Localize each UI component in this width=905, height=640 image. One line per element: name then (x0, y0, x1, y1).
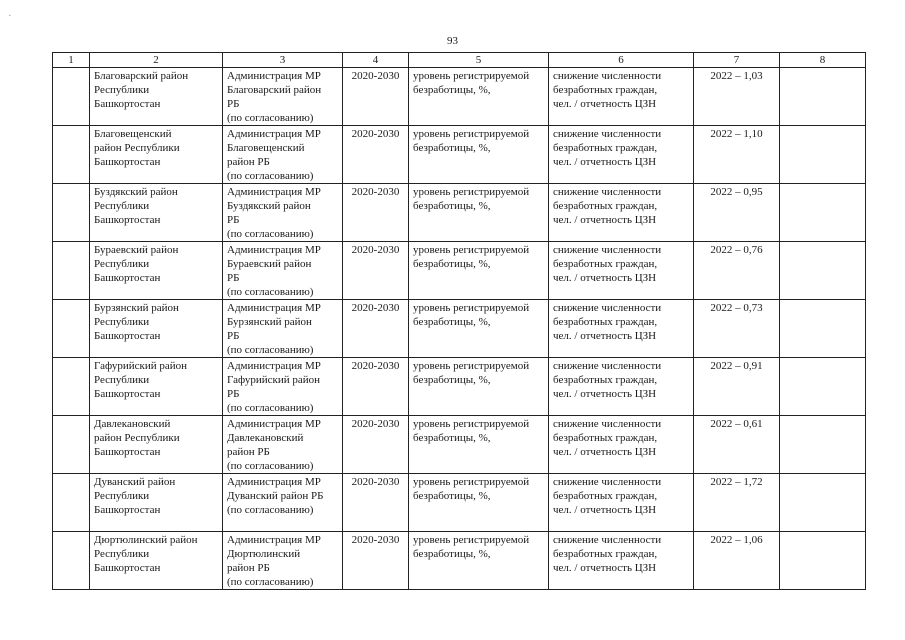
cell-text-line: уровень регистрируемой (413, 186, 530, 198)
district-cell (90, 300, 223, 358)
cell-text-line: Администрация МР (227, 128, 321, 140)
target-cell (549, 416, 694, 474)
target-cell (549, 126, 694, 184)
cell-text-line: Республики (94, 374, 150, 386)
period-cell: 2020-2030 (343, 184, 409, 242)
column-header: 4 (343, 53, 409, 68)
cell-text-line: уровень регистрируемой (413, 244, 530, 256)
cell-text-line: Гафурийский район (227, 374, 321, 386)
table-row (53, 300, 866, 358)
row-index-cell (53, 358, 90, 416)
district-cell (90, 126, 223, 184)
target-cell (549, 184, 694, 242)
cell-text-line: Дюртюлинский (227, 548, 301, 560)
cell-text-line: безработных граждан, (553, 142, 658, 154)
cell-text-line: Дуванский район РБ (227, 490, 324, 502)
administration-cell (223, 184, 343, 242)
cell-text-line: Башкортостан (94, 272, 161, 284)
target-cell (549, 358, 694, 416)
cell-text-line: безработных граждан, (553, 548, 658, 560)
cell-text-line: Администрация МР (227, 186, 321, 198)
cell-text-line: уровень регистрируемой (413, 476, 530, 488)
table-row (53, 184, 866, 242)
value-cell: 2022 – 1,03 (694, 68, 780, 126)
notes-cell (780, 416, 866, 474)
cell-text-line: (по согласованию) (227, 112, 314, 124)
cell-text-line: Администрация МР (227, 70, 321, 82)
cell-text-line: Давлекановский (227, 432, 304, 444)
cell-text-line: Башкортостан (94, 156, 161, 168)
cell-text-line: чел. / отчетность ЦЗН (553, 388, 657, 400)
value-cell: 2022 – 0,76 (694, 242, 780, 300)
value-cell: 2022 – 1,10 (694, 126, 780, 184)
cell-text-line: (по согласованию) (227, 286, 314, 298)
row-index-cell (53, 68, 90, 126)
cell-text-line: Давлекановский (94, 418, 171, 430)
target-cell (549, 300, 694, 358)
cell-text-line: Гафурийский район (94, 360, 188, 372)
table-row (53, 532, 866, 590)
target-cell (549, 474, 694, 532)
cell-text-line: снижение численности (553, 360, 662, 372)
table-row (53, 68, 866, 126)
page-number: 93 (447, 35, 458, 47)
column-header: 8 (780, 53, 866, 68)
cell-text-line: район Республики (94, 142, 180, 154)
cell-text-line: Республики (94, 316, 150, 328)
target-cell (549, 242, 694, 300)
period-cell: 2020-2030 (343, 532, 409, 590)
table-row (53, 242, 866, 300)
cell-text-line: безработных граждан, (553, 432, 658, 444)
cell-text-line: Администрация МР (227, 476, 321, 488)
cell-text-line: безработицы, %, (413, 142, 491, 154)
notes-cell (780, 474, 866, 532)
cell-text-line: Дюртюлинский район (94, 534, 198, 546)
cell-text-line: Башкортостан (94, 562, 161, 574)
value-cell: 2022 – 1,06 (694, 532, 780, 590)
cell-text-line: чел. / отчетность ЦЗН (553, 214, 657, 226)
cell-text-line: Администрация МР (227, 534, 321, 546)
column-header: 2 (90, 53, 223, 68)
cell-text-line: снижение численности (553, 476, 662, 488)
period-cell: 2020-2030 (343, 300, 409, 358)
cell-text-line: снижение численности (553, 534, 662, 546)
cell-text-line: снижение численности (553, 302, 662, 314)
cell-text-line: (по согласованию) (227, 344, 314, 356)
cell-text-line: Республики (94, 490, 150, 502)
cell-text-line: безработицы, %, (413, 374, 491, 386)
cell-text-line: чел. / отчетность ЦЗН (553, 330, 657, 342)
cell-text-line: чел. / отчетность ЦЗН (553, 562, 657, 574)
cell-text-line: чел. / отчетность ЦЗН (553, 98, 657, 110)
cell-text-line: снижение численности (553, 128, 662, 140)
cell-text-line: безработных граждан, (553, 84, 658, 96)
district-cell (90, 532, 223, 590)
cell-text-line: РБ (227, 388, 240, 400)
column-header: 3 (223, 53, 343, 68)
notes-cell (780, 68, 866, 126)
column-header: 6 (549, 53, 694, 68)
administration-cell (223, 242, 343, 300)
value-cell: 2022 – 1,72 (694, 474, 780, 532)
cell-text-line: безработицы, %, (413, 84, 491, 96)
row-index-cell (53, 242, 90, 300)
cell-text-line: уровень регистрируемой (413, 360, 530, 372)
notes-cell (780, 532, 866, 590)
cell-text-line: снижение численности (553, 418, 662, 430)
cell-text-line: безработицы, %, (413, 200, 491, 212)
cell-text-line: Благовещенский (227, 142, 305, 154)
cell-text-line: район РБ (227, 156, 270, 168)
notes-cell (780, 242, 866, 300)
notes-cell (780, 184, 866, 242)
table-row (53, 416, 866, 474)
cell-text-line: снижение численности (553, 70, 662, 82)
indicator-cell (409, 242, 549, 300)
cell-text-line: чел. / отчетность ЦЗН (553, 446, 657, 458)
cell-text-line: Бурзянский район (227, 316, 312, 328)
cell-text-line: (по согласованию) (227, 460, 314, 472)
administration-cell (223, 300, 343, 358)
cell-text-line: (по согласованию) (227, 170, 314, 182)
cell-text-line: Республики (94, 84, 150, 96)
table-row (53, 474, 866, 532)
administration-cell (223, 474, 343, 532)
value-cell: 2022 – 0,91 (694, 358, 780, 416)
cell-text-line: уровень регистрируемой (413, 302, 530, 314)
period-cell: 2020-2030 (343, 358, 409, 416)
table-row (53, 126, 866, 184)
district-cell (90, 68, 223, 126)
cell-text-line: Республики (94, 548, 150, 560)
period-cell: 2020-2030 (343, 474, 409, 532)
cell-text-line: Бурзянский район (94, 302, 179, 314)
cell-text-line: безработицы, %, (413, 490, 491, 502)
cell-text-line: безработных граждан, (553, 200, 658, 212)
cell-text-line: чел. / отчетность ЦЗН (553, 156, 657, 168)
notes-cell (780, 300, 866, 358)
district-cell (90, 474, 223, 532)
cell-text-line: Администрация МР (227, 244, 321, 256)
header-row (53, 53, 866, 68)
indicator-cell (409, 532, 549, 590)
cell-text-line: чел. / отчетность ЦЗН (553, 504, 657, 516)
target-cell (549, 532, 694, 590)
cell-text-line: Башкортостан (94, 330, 161, 342)
administration-cell (223, 68, 343, 126)
notes-cell (780, 126, 866, 184)
administration-cell (223, 126, 343, 184)
cell-text-line: Башкортостан (94, 214, 161, 226)
cell-text-line: Республики (94, 258, 150, 270)
cell-text-line: Башкортостан (94, 504, 161, 516)
document-table (52, 52, 866, 590)
cell-text-line: безработицы, %, (413, 548, 491, 560)
column-header: 7 (694, 53, 780, 68)
cell-text-line: район РБ (227, 446, 270, 458)
administration-cell (223, 416, 343, 474)
indicator-cell (409, 358, 549, 416)
cell-text-line: Бураевский район (94, 244, 179, 256)
cell-text-line: район РБ (227, 562, 270, 574)
district-cell (90, 184, 223, 242)
cell-text-line: Благоварский район (227, 84, 322, 96)
indicator-cell (409, 184, 549, 242)
table-body (53, 68, 866, 590)
cell-text-line: (по согласованию) (227, 402, 314, 414)
indicator-cell (409, 68, 549, 126)
cell-text-line: безработных граждан, (553, 316, 658, 328)
cell-text-line: (по согласованию) (227, 228, 314, 240)
row-index-cell (53, 416, 90, 474)
cell-text-line: Дуванский район (94, 476, 176, 488)
cell-text-line: Благовещенский (94, 128, 172, 140)
cell-text-line: Башкортостан (94, 446, 161, 458)
cell-text-line: Благоварский район (94, 70, 189, 82)
row-index-cell (53, 126, 90, 184)
indicator-cell (409, 126, 549, 184)
cell-text-line: (по согласованию) (227, 504, 314, 516)
cell-text-line: район Республики (94, 432, 180, 444)
cell-text-line: уровень регистрируемой (413, 128, 530, 140)
value-cell: 2022 – 0,73 (694, 300, 780, 358)
value-cell: 2022 – 0,95 (694, 184, 780, 242)
row-index-cell (53, 184, 90, 242)
cell-text-line: безработных граждан, (553, 490, 658, 502)
cell-text-line: уровень регистрируемой (413, 534, 530, 546)
cell-text-line: Башкортостан (94, 98, 161, 110)
table-row (53, 358, 866, 416)
cell-text-line: (по согласованию) (227, 576, 314, 588)
row-index-cell (53, 474, 90, 532)
cell-text-line: Буздякский район (94, 186, 178, 198)
district-cell (90, 242, 223, 300)
cell-text-line: безработицы, %, (413, 258, 491, 270)
cell-text-line: снижение численности (553, 244, 662, 256)
corner-mark: · (8, 10, 12, 22)
cell-text-line: уровень регистрируемой (413, 70, 530, 82)
column-header: 5 (409, 53, 549, 68)
indicator-cell (409, 416, 549, 474)
notes-cell (780, 358, 866, 416)
cell-text-line: снижение численности (553, 186, 662, 198)
cell-text-line: безработных граждан, (553, 258, 658, 270)
cell-text-line: безработных граждан, (553, 374, 658, 386)
value-cell: 2022 – 0,61 (694, 416, 780, 474)
period-cell: 2020-2030 (343, 126, 409, 184)
cell-text-line: Буздякский район (227, 200, 311, 212)
cell-text-line: безработицы, %, (413, 432, 491, 444)
cell-text-line: Республики (94, 200, 150, 212)
administration-cell (223, 358, 343, 416)
cell-text-line: Башкортостан (94, 388, 161, 400)
row-index-cell (53, 300, 90, 358)
district-cell (90, 358, 223, 416)
cell-text-line: РБ (227, 214, 240, 226)
period-cell: 2020-2030 (343, 242, 409, 300)
cell-text-line: РБ (227, 330, 240, 342)
period-cell: 2020-2030 (343, 68, 409, 126)
cell-text-line: РБ (227, 272, 240, 284)
cell-text-line: Администрация МР (227, 360, 321, 372)
indicator-cell (409, 300, 549, 358)
cell-text-line: Бураевский район (227, 258, 312, 270)
administration-cell (223, 532, 343, 590)
target-cell (549, 68, 694, 126)
period-cell: 2020-2030 (343, 416, 409, 474)
row-index-cell (53, 532, 90, 590)
cell-text-line: чел. / отчетность ЦЗН (553, 272, 657, 284)
cell-text-line: уровень регистрируемой (413, 418, 530, 430)
column-header: 1 (53, 53, 90, 68)
cell-text-line: Администрация МР (227, 302, 321, 314)
cell-text-line: Администрация МР (227, 418, 321, 430)
cell-text-line: безработицы, %, (413, 316, 491, 328)
indicator-cell (409, 474, 549, 532)
cell-text-line: РБ (227, 98, 240, 110)
district-cell (90, 416, 223, 474)
